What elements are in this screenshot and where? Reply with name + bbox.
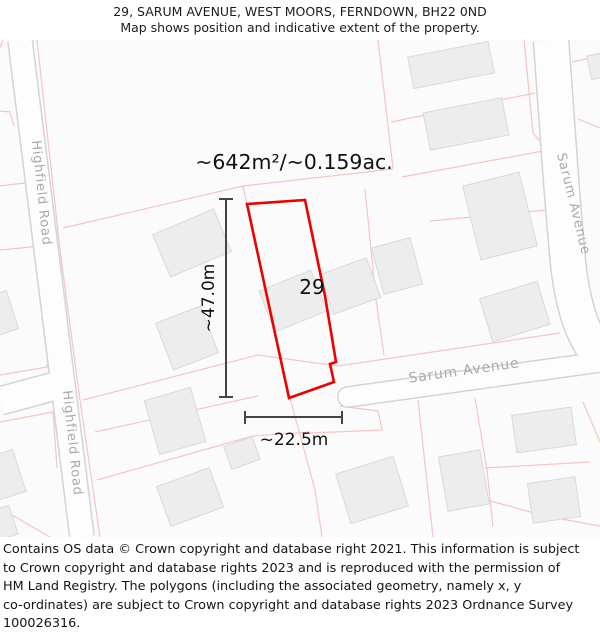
copyright-line: Contains OS data © Crown copyright and database right 2021. This information is subject: [3, 542, 580, 557]
map-svg: [0, 40, 600, 537]
building: [144, 387, 206, 454]
map-canvas: [0, 40, 600, 537]
building: [224, 437, 260, 470]
horizontal-dimension-label: ~22.5m: [259, 430, 329, 450]
street-label-sarum-avenue-horizontal: Sarum Avenue: [407, 355, 521, 387]
building: [153, 209, 232, 277]
copyright-line: HM Land Registry. The polygons (including the associated geometry, namely x, y: [3, 579, 522, 594]
building: [438, 450, 489, 511]
street-label-highfield-road-upper: Highfield Road: [28, 139, 54, 247]
building: [527, 477, 580, 523]
building: [480, 281, 551, 342]
title-subtitle: Map shows position and indicative extent of the property.: [120, 20, 480, 35]
street-label-sarum-avenue-vertical: Sarum Avenue: [553, 151, 593, 257]
building: [463, 172, 538, 260]
building: [157, 468, 224, 527]
copyright-notice: [0, 537, 600, 631]
building: [371, 238, 422, 295]
building: [423, 98, 509, 151]
street-label-highfield-road-lower: Highfield Road: [59, 389, 85, 497]
building: [319, 258, 380, 315]
building: [408, 41, 495, 88]
building: [587, 52, 600, 79]
title-address: 29, SARUM AVENUE, WEST MOORS, FERNDOWN, BH22 0ND: [113, 4, 487, 19]
copyright-line: 100026316.: [3, 616, 81, 631]
building: [512, 407, 577, 453]
copyright-line: to Crown copyright and database rights 2023 and is reproduced with the permission of: [3, 560, 561, 576]
area-label: ~642m²/~0.159ac.: [195, 150, 393, 174]
building: [0, 291, 19, 336]
copyright-line: co-ordinates) are subject to Crown copyright and database rights 2023 Ordnance Survey: [3, 597, 574, 613]
building: [0, 505, 18, 537]
building: [336, 456, 409, 523]
plot-number-label: 29: [299, 275, 325, 299]
building: [0, 449, 26, 500]
page-title: [0, 0, 600, 40]
vertical-dimension-label: ~47.0m: [199, 263, 219, 333]
